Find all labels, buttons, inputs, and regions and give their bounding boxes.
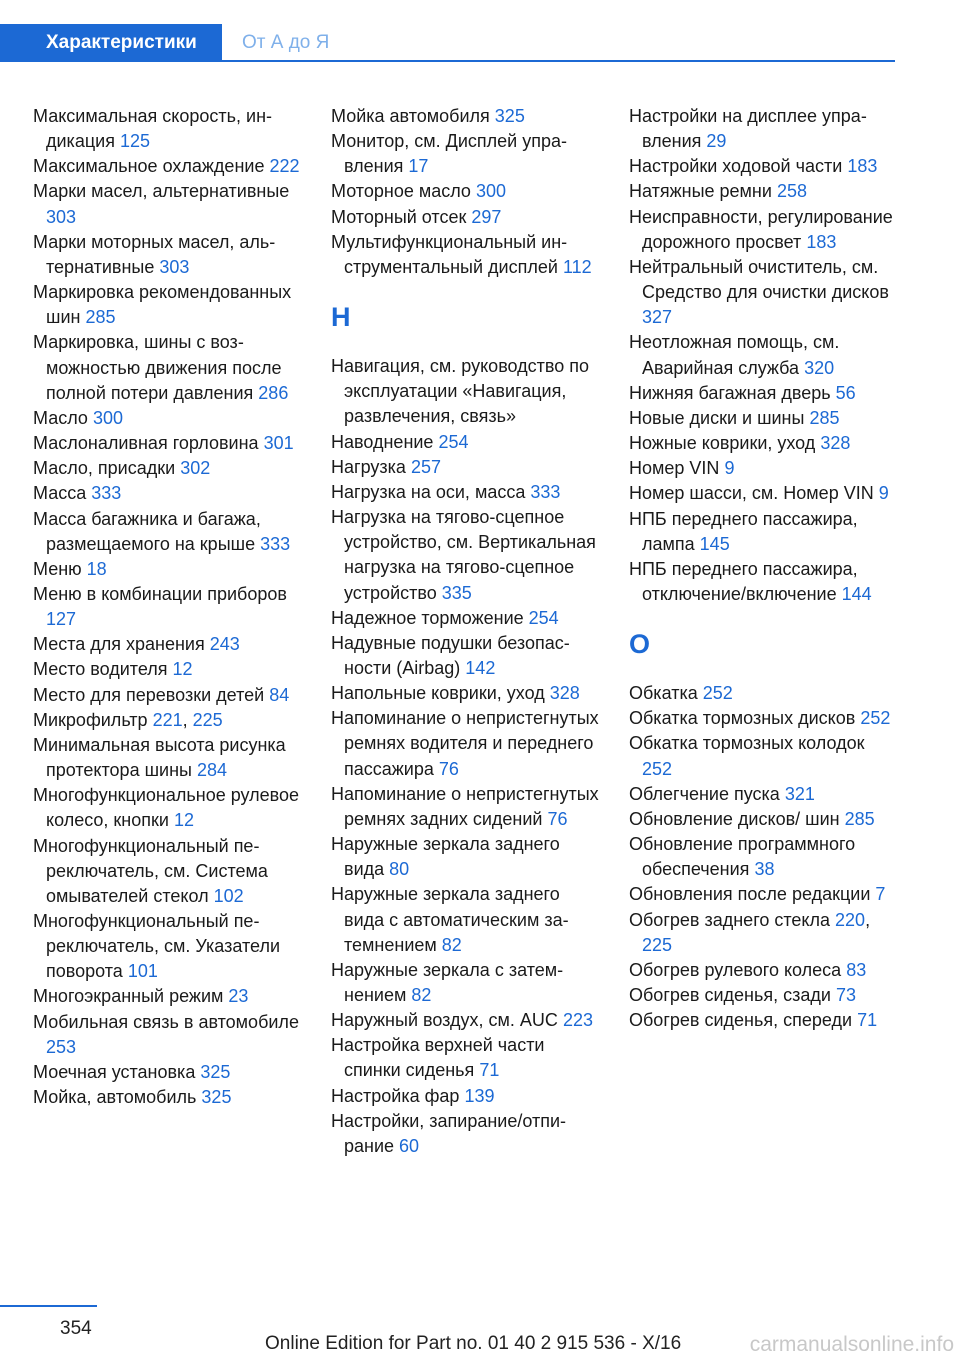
entry-text: Облегчение пуска: [629, 783, 780, 804]
entry-text: Максимальное охлаждение: [33, 156, 265, 177]
page-link[interactable]: 302: [180, 458, 211, 479]
index-entry: [629, 731, 899, 781]
index-entry: [33, 456, 303, 481]
page-link[interactable]: 183: [806, 231, 837, 252]
header-tabs: [0, 24, 895, 62]
index-entry: [331, 430, 601, 455]
index-entry: [629, 706, 899, 731]
entry-text: НПБ переднего пассажира, лампа: [629, 508, 858, 554]
entry-text: Моторное масло: [331, 181, 471, 202]
index-entry: [629, 557, 899, 607]
index-entry: [629, 1008, 899, 1033]
page-link[interactable]: 221: [152, 709, 183, 730]
page-link[interactable]: 225: [192, 709, 223, 730]
index-entry: [33, 783, 303, 833]
index-entry: [331, 104, 601, 129]
entry-text: Обогрев заднего стекла: [629, 909, 831, 930]
page-link[interactable]: 301: [263, 433, 294, 454]
entry-text: Новые диски и шины: [629, 407, 805, 428]
page-link[interactable]: 297: [471, 206, 502, 227]
index-entry: [629, 481, 899, 506]
page-link[interactable]: 333: [91, 483, 122, 504]
page-link[interactable]: 84: [269, 684, 290, 705]
page-link[interactable]: 73: [835, 985, 856, 1005]
index-entry: [629, 154, 899, 179]
page-link[interactable]: 222: [269, 156, 300, 177]
page-link[interactable]: 7: [875, 884, 886, 905]
section-letter: Н: [331, 302, 351, 333]
page-link[interactable]: 80: [389, 859, 410, 880]
page-link[interactable]: 252: [702, 683, 733, 704]
index-entry: Обогрев заднего стекла 220, 225: [629, 909, 871, 955]
index-entry: [331, 1084, 601, 1109]
entry-text: Надувные подушки безопасности (Airbag): [331, 632, 570, 678]
page-link[interactable]: 12: [172, 659, 193, 680]
page-link[interactable]: 82: [411, 985, 432, 1005]
page-link[interactable]: 125: [119, 131, 151, 152]
entry-text: Маслоналивная горловина: [33, 433, 259, 454]
index-entry: [33, 330, 303, 405]
page-link[interactable]: 12: [173, 810, 194, 831]
page-link[interactable]: 17: [408, 156, 429, 177]
entry-text: Нижняя багажная дверь: [629, 382, 831, 403]
entry-text: Настройки на дисплее управления: [629, 106, 867, 152]
entry-text: Обновление дисков/ шин: [629, 808, 840, 829]
watermark: carmanualsonline.info: [749, 1333, 954, 1356]
page-link[interactable]: 83: [846, 959, 867, 980]
entry-text: Марки моторных масел, альтернативные: [33, 231, 276, 277]
entry-text: Нагрузка на оси, масса: [331, 481, 526, 502]
index-entry: [33, 507, 303, 557]
entry-text: Место для перевозки детей: [33, 684, 265, 705]
page-link[interactable]: 29: [706, 131, 727, 152]
page-link[interactable]: 71: [479, 1060, 500, 1081]
page-link[interactable]: 285: [85, 307, 116, 328]
page-link[interactable]: 328: [549, 683, 580, 704]
page-link[interactable]: 225: [642, 934, 673, 955]
index-entry: [33, 481, 303, 506]
page-link[interactable]: 333: [260, 533, 291, 554]
entry-text: Масло: [33, 407, 88, 428]
entry-text: НПБ переднего пассажира, отключение/включение: [629, 558, 858, 604]
entry-text: Навигация, см. руководство по эксплуатации «Навигация, развлечения, связь»: [331, 356, 590, 427]
entry-text: Наружные зеркала заднего вида: [331, 834, 560, 880]
page-link[interactable]: 144: [841, 583, 872, 604]
index-entry: [33, 657, 303, 682]
entry-text: Многофункциональный переключатель, см. Система омывателей стекол: [33, 835, 268, 906]
entry-text: Маркировка, шины с возможностью движения после полной потери давления: [33, 332, 282, 403]
index-entry: [629, 255, 899, 330]
entry-text: Микрофильтр: [33, 709, 148, 730]
entry-text: Номер VIN: [629, 458, 720, 479]
entry-text: Мойка, автомобиль: [33, 1087, 197, 1108]
page-number: 354: [60, 1318, 92, 1339]
page-link[interactable]: 18: [86, 558, 107, 579]
page-link[interactable]: 76: [438, 758, 459, 779]
page-link[interactable]: 102: [213, 885, 244, 906]
page-link[interactable]: 286: [258, 382, 289, 403]
entry-text: Нейтральный очиститель, см. Средство для очистки дисков: [629, 256, 889, 303]
page-link[interactable]: 76: [547, 808, 568, 829]
index-entry: [331, 606, 601, 631]
page-link[interactable]: 335: [441, 582, 472, 603]
page-link[interactable]: 71: [857, 1010, 878, 1031]
index-entry: [33, 834, 303, 909]
page-link[interactable]: 252: [860, 708, 891, 729]
index-entry: [331, 681, 601, 706]
index-entry: [331, 958, 601, 1008]
index-entry: [331, 129, 601, 179]
index-column-1: [33, 104, 303, 1110]
index-entry: [629, 983, 899, 1008]
index-entry: [629, 807, 899, 832]
index-entry: [629, 381, 899, 406]
entry-text: Обогрев сиденья, спереди: [629, 1010, 853, 1031]
entry-text: Многоэкранный режим: [33, 986, 224, 1007]
index-entry: [331, 205, 601, 230]
edition-note: Online Edition for Part no. 01 40 2 915 536 - X/16: [265, 1333, 682, 1354]
page-link[interactable]: 56: [835, 382, 856, 403]
header-rule: [222, 60, 895, 62]
index-entry: [33, 582, 303, 632]
page-link[interactable]: 101: [127, 961, 158, 982]
page-link[interactable]: 300: [475, 181, 507, 202]
entry-text: Мойка автомобиля: [331, 106, 490, 126]
entry-text: Неотложная помощь, см. Аварийная служба: [629, 332, 840, 378]
page-link[interactable]: 325: [201, 1087, 232, 1108]
entry-text: Многофункциональное рулевое колесо, кнопки: [33, 785, 300, 831]
index-entry: [33, 632, 303, 657]
page-link[interactable]: 9: [724, 458, 735, 479]
page-link[interactable]: 252: [642, 758, 673, 779]
page-link[interactable]: 254: [528, 607, 559, 628]
entry-text: Напоминание о непристегнутых ремнях водителя и переднего пассажира: [331, 708, 599, 779]
entry-text: Надежное торможение: [331, 607, 524, 628]
entry-text: Марки масел, альтернативные: [33, 181, 290, 202]
entry-text: Монитор, см. Дисплей управления: [331, 131, 567, 177]
index-entry: [331, 230, 601, 280]
index-entry: [331, 1008, 601, 1033]
page-link[interactable]: 23: [228, 986, 249, 1007]
page-link[interactable]: 325: [494, 106, 525, 126]
page-link[interactable]: 303: [159, 256, 190, 277]
index-entry: [33, 984, 303, 1009]
index-entry: [331, 480, 601, 505]
entry-text: Максимальная скорость, индикация: [33, 106, 273, 152]
index-entry: [331, 782, 601, 832]
tab-characteristics[interactable]: Характеристики: [0, 24, 222, 62]
index-entry: [33, 431, 303, 456]
index-entry: [33, 406, 303, 431]
entry-text: Обновление программного обеспечения: [629, 834, 856, 880]
index-column-3: [629, 104, 899, 1033]
tab-a-to-z[interactable]: От А до Я: [242, 32, 330, 53]
index-entry: [629, 782, 899, 807]
entry-text: Настройки ходовой части: [629, 156, 843, 177]
entry-text: Обкатка тормозных колодок: [629, 733, 865, 754]
entry-text: Минимальная высота рисунка протектора шины: [33, 734, 286, 781]
page-link[interactable]: 285: [809, 407, 840, 428]
index-entry: [33, 683, 303, 708]
entry-text: Маркировка рекомендованных шин: [33, 282, 292, 328]
index-entry: [331, 1033, 601, 1083]
page-link[interactable]: 223: [562, 1010, 593, 1031]
index-entry: [629, 882, 899, 907]
entry-text: Обновления после редакции: [629, 884, 871, 905]
entry-text: Масса багажника и багажа, размещаемого на крыше: [33, 508, 261, 554]
index-entry: [33, 733, 303, 783]
entry-text: Наводнение: [331, 431, 434, 452]
entry-text: Нагрузка на тягово-сцепное устройство, см. Вертикальная нагрузка на тягово-сцепное устройство: [331, 507, 596, 603]
page-link[interactable]: 258: [776, 181, 807, 202]
entry-text: Натяжные ремни: [629, 181, 772, 202]
index-entry: [33, 280, 303, 330]
index-entry: [629, 104, 899, 154]
entry-text: Наружные зеркала с затемнением: [331, 959, 564, 1005]
entry-text: Обкатка тормозных дисков: [629, 708, 856, 729]
index-entry: [331, 832, 601, 882]
index-entry: [629, 832, 899, 882]
entry-text: Ножные коврики, уход: [629, 433, 816, 454]
page-link[interactable]: 112: [562, 256, 592, 277]
entry-text: Меню в комбинации приборов: [33, 583, 287, 604]
index-entry: [629, 179, 899, 204]
index-entry: [331, 882, 601, 957]
page-link[interactable]: 284: [196, 760, 228, 781]
page-link[interactable]: 320: [804, 357, 835, 378]
index-entry: [629, 431, 899, 456]
page-link[interactable]: 321: [784, 783, 815, 804]
page-link[interactable]: 220: [835, 909, 866, 930]
entry-text: Место водителя: [33, 659, 168, 680]
entry-text: Меню: [33, 558, 82, 579]
page-link[interactable]: 333: [530, 481, 561, 502]
index-entry: [331, 1109, 601, 1159]
index-entry: [629, 456, 899, 481]
page-link[interactable]: 254: [438, 431, 469, 452]
index-entry: [331, 505, 601, 606]
section-letter: О: [629, 629, 651, 660]
entry-text: Наружный воздух, см. AUC: [331, 1010, 558, 1031]
index-entry: [33, 557, 303, 582]
entry-text: Нагрузка: [331, 456, 406, 477]
index-entry: [331, 354, 601, 429]
index-entry: [331, 706, 601, 781]
page-link[interactable]: 325: [200, 1061, 231, 1082]
page-link[interactable]: 38: [754, 859, 775, 880]
index-column-2: [331, 104, 601, 1159]
entry-text: Обогрев рулевого колеса: [629, 959, 842, 980]
index-entry: [331, 631, 601, 681]
index-entry: [629, 406, 899, 431]
page-link[interactable]: 328: [820, 433, 851, 454]
index-entry: [629, 958, 899, 983]
entry-text: Мобильная связь в автомобиле: [33, 1011, 299, 1032]
entry-text: Напоминание о непристегнутых ремнях задних сидений: [331, 783, 599, 829]
page-link[interactable]: 303: [46, 206, 77, 227]
page-link[interactable]: 82: [441, 934, 462, 955]
page-link[interactable]: 127: [46, 609, 77, 630]
page-link[interactable]: 253: [46, 1036, 77, 1057]
page-link[interactable]: 285: [844, 808, 875, 829]
page-link[interactable]: 300: [92, 407, 123, 428]
entry-text: Мультифункциональный инструментальный дисплей: [331, 231, 568, 277]
index-entry: Микрофильтр 221, 225: [33, 709, 223, 730]
page-link[interactable]: 145: [699, 533, 730, 554]
entry-text: Моечная установка: [33, 1061, 196, 1082]
entry-text: Неисправности, регулирование дорожного просвет: [629, 206, 893, 252]
index-entry: [33, 1085, 303, 1110]
entry-text: Многофункциональный переключатель, см. Указатели поворота: [33, 911, 280, 982]
index-entry: [33, 909, 303, 984]
page-link[interactable]: 139: [464, 1085, 495, 1106]
entry-text: Обкатка: [629, 683, 698, 704]
entry-text: Масса: [33, 483, 87, 504]
entry-text: Масло, присадки: [33, 458, 176, 479]
index-entry: [33, 154, 303, 179]
index-entry: [33, 104, 303, 154]
index-entry: [629, 507, 899, 557]
index-entry: [331, 455, 601, 480]
page-link[interactable]: 142: [465, 657, 496, 678]
entry-text: Настройка фар: [331, 1085, 460, 1106]
entry-text: Настройка верхней части спинки сиденья: [331, 1035, 545, 1081]
page-link[interactable]: 257: [410, 456, 441, 477]
index-entry: [629, 330, 899, 380]
page-link[interactable]: 9: [878, 483, 889, 504]
index-entry: [33, 179, 303, 229]
footer-rule: [0, 1305, 97, 1307]
page-link[interactable]: 327: [642, 307, 673, 328]
index-entry: [33, 1060, 303, 1085]
entry-text: Моторный отсек: [331, 206, 467, 227]
entry-text: Напольные коврики, уход: [331, 683, 545, 704]
entry-text: Места для хранения: [33, 634, 205, 655]
entry-text: Настройки, запирание/отпирание: [331, 1110, 567, 1156]
page-link[interactable]: 183: [847, 156, 878, 177]
entry-text: Номер шасси, см. Номер VIN: [629, 483, 874, 504]
page-link[interactable]: 60: [399, 1135, 420, 1156]
index-entry: [629, 205, 899, 255]
index-entry: [629, 681, 899, 706]
index-entry: [33, 230, 303, 280]
page-link[interactable]: 243: [209, 634, 240, 655]
entry-text: Обогрев сиденья, сзади: [629, 985, 831, 1005]
index-entry: [33, 1010, 303, 1060]
index-entry: [331, 179, 601, 204]
entry-text: Наружные зеркала заднего вида с автоматическим затемнением: [331, 884, 569, 955]
